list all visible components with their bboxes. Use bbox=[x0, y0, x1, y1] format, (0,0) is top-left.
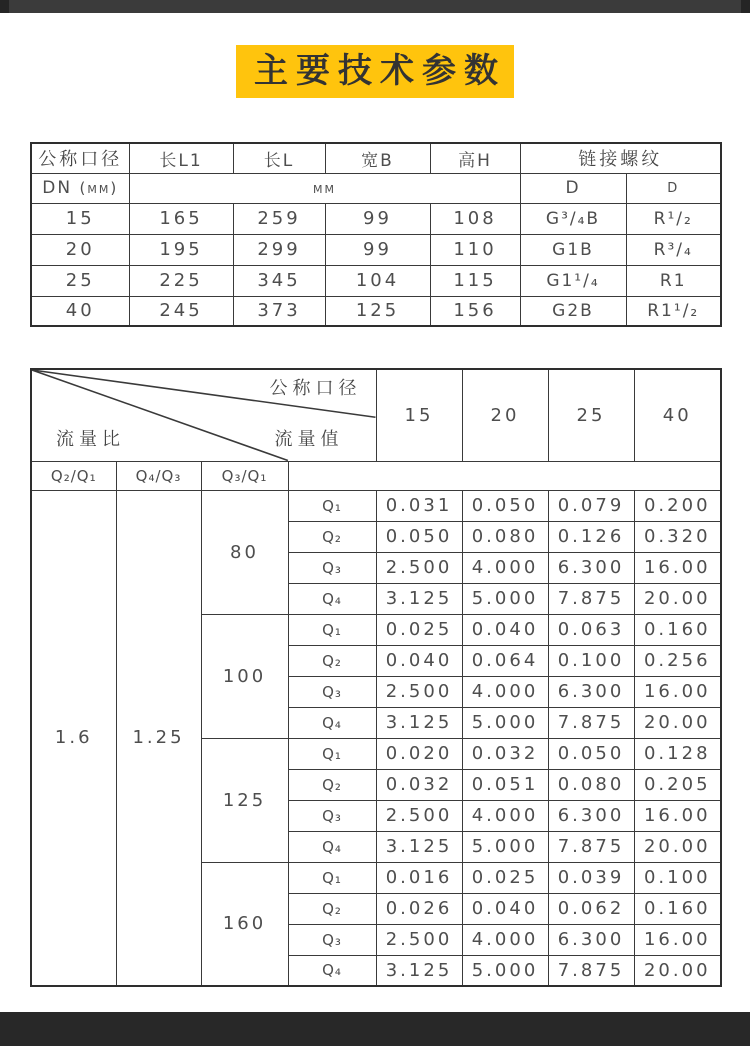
t1-cell-thread-r: R1¹/₂ bbox=[626, 296, 721, 326]
t2-value: 20.00 bbox=[634, 831, 721, 862]
t2-ratio-header-q2q1: Q₂/Q₁ bbox=[31, 461, 116, 490]
t1-cell-thread-g: G³/₄B bbox=[520, 203, 626, 234]
t1-cell: 373 bbox=[233, 296, 325, 326]
t1-cell: 345 bbox=[233, 265, 325, 296]
t1-cell: 99 bbox=[325, 234, 430, 265]
t2-value: 0.062 bbox=[548, 893, 634, 924]
t2-value: 0.079 bbox=[548, 490, 634, 521]
t2-q-label: Q₁ bbox=[288, 738, 376, 769]
t2-value: 0.064 bbox=[462, 645, 548, 676]
t2-value: 0.032 bbox=[376, 769, 462, 800]
t2-group-160: 160 bbox=[201, 862, 288, 986]
t2-group-80: 80 bbox=[201, 490, 288, 614]
dimensions-table bbox=[30, 142, 722, 327]
t2-value: 0.100 bbox=[548, 645, 634, 676]
t2-header-dn20: 20 bbox=[462, 369, 548, 461]
t1-cell: 99 bbox=[325, 203, 430, 234]
t2-q-label: Q₂ bbox=[288, 521, 376, 552]
t2-value: 2.500 bbox=[376, 800, 462, 831]
t1-header-height-h: 高H bbox=[430, 143, 520, 173]
t2-q-label: Q₁ bbox=[288, 862, 376, 893]
t2-q-label: Q₂ bbox=[288, 645, 376, 676]
t2-q-label: Q₃ bbox=[288, 924, 376, 955]
t2-corner-label-flow-ratio: 流量比 bbox=[56, 428, 125, 450]
t2-value: 0.032 bbox=[462, 738, 548, 769]
t2-value: 0.050 bbox=[462, 490, 548, 521]
t2-header-dn40: 40 bbox=[634, 369, 721, 461]
t2-value: 2.500 bbox=[376, 552, 462, 583]
t2-header-dn15: 15 bbox=[376, 369, 462, 461]
t2-ratio-q4q3-value: 1.25 bbox=[116, 490, 201, 986]
t1-header-width-b: 宽B bbox=[325, 143, 430, 173]
t1-header-length-l1: 长L1 bbox=[129, 143, 233, 173]
page-title: 主要技术参数 bbox=[236, 45, 514, 98]
t2-value: 0.080 bbox=[548, 769, 634, 800]
t2-value: 6.300 bbox=[548, 552, 634, 583]
t2-value: 0.025 bbox=[376, 614, 462, 645]
t1-cell: 125 bbox=[325, 296, 430, 326]
t2-value: 4.000 bbox=[462, 676, 548, 707]
t1-cell: 104 bbox=[325, 265, 430, 296]
t2-q-label: Q₁ bbox=[288, 614, 376, 645]
t2-empty-spacer-cell bbox=[288, 461, 721, 490]
t2-value: 16.00 bbox=[634, 676, 721, 707]
t1-cell: 20 bbox=[31, 234, 129, 265]
t2-q-label: Q₄ bbox=[288, 583, 376, 614]
t2-q-label: Q₄ bbox=[288, 831, 376, 862]
t1-cell: 165 bbox=[129, 203, 233, 234]
t1-cell: 115 bbox=[430, 265, 520, 296]
t2-value: 0.031 bbox=[376, 490, 462, 521]
t2-value: 0.020 bbox=[376, 738, 462, 769]
t1-subheader-dn: DN (mm) bbox=[31, 173, 129, 203]
t1-subheader-d-inner: D bbox=[626, 173, 721, 203]
t2-group-100: 100 bbox=[201, 614, 288, 738]
t2-value: 3.125 bbox=[376, 955, 462, 986]
t2-header-dn25: 25 bbox=[548, 369, 634, 461]
t1-cell: 15 bbox=[31, 203, 129, 234]
t2-value: 6.300 bbox=[548, 676, 634, 707]
t2-value: 7.875 bbox=[548, 583, 634, 614]
t2-value: 5.000 bbox=[462, 831, 548, 862]
t1-cell-thread-g: G1¹/₄ bbox=[520, 265, 626, 296]
t2-value: 5.000 bbox=[462, 707, 548, 738]
t1-cell-thread-g: G1B bbox=[520, 234, 626, 265]
t2-value: 0.160 bbox=[634, 614, 721, 645]
t2-value: 0.320 bbox=[634, 521, 721, 552]
t2-group-125: 125 bbox=[201, 738, 288, 862]
t1-header-length-l: 长L bbox=[233, 143, 325, 173]
t2-value: 0.200 bbox=[634, 490, 721, 521]
t2-q-label: Q₃ bbox=[288, 800, 376, 831]
t2-value: 0.025 bbox=[462, 862, 548, 893]
top-strip-left-corner bbox=[0, 0, 9, 13]
t1-cell-thread-r: R¹/₂ bbox=[626, 203, 721, 234]
t1-cell: 225 bbox=[129, 265, 233, 296]
t2-value: 0.126 bbox=[548, 521, 634, 552]
t2-value: 0.063 bbox=[548, 614, 634, 645]
t2-value: 16.00 bbox=[634, 800, 721, 831]
t2-ratio-header-q3q1: Q₃/Q₁ bbox=[201, 461, 288, 490]
t2-value: 5.000 bbox=[462, 955, 548, 986]
t2-value: 6.300 bbox=[548, 800, 634, 831]
top-strip-right-corner bbox=[741, 0, 750, 13]
t2-value: 20.00 bbox=[634, 583, 721, 614]
top-dark-strip bbox=[0, 0, 750, 13]
t2-value: 0.160 bbox=[634, 893, 721, 924]
t2-value: 20.00 bbox=[634, 707, 721, 738]
t2-value: 0.050 bbox=[376, 521, 462, 552]
t2-q-label: Q₁ bbox=[288, 490, 376, 521]
t1-cell: 40 bbox=[31, 296, 129, 326]
bottom-dark-strip bbox=[0, 1012, 750, 1046]
t2-value: 3.125 bbox=[376, 831, 462, 862]
t2-value: 16.00 bbox=[634, 552, 721, 583]
t1-cell-thread-r: R³/₄ bbox=[626, 234, 721, 265]
t1-header-nominal-diameter: 公称口径 bbox=[31, 143, 129, 173]
t2-ratio-q2q1-value: 1.6 bbox=[31, 490, 116, 986]
t2-value: 0.040 bbox=[462, 893, 548, 924]
t2-value: 7.875 bbox=[548, 831, 634, 862]
t2-value: 6.300 bbox=[548, 924, 634, 955]
t2-value: 0.128 bbox=[634, 738, 721, 769]
t1-cell: 299 bbox=[233, 234, 325, 265]
t2-q-label: Q₄ bbox=[288, 955, 376, 986]
t2-value: 2.500 bbox=[376, 924, 462, 955]
t2-value: 7.875 bbox=[548, 707, 634, 738]
t2-q-label: Q₂ bbox=[288, 893, 376, 924]
t2-value: 16.00 bbox=[634, 924, 721, 955]
t2-value: 0.205 bbox=[634, 769, 721, 800]
t2-value: 2.500 bbox=[376, 676, 462, 707]
t2-value: 0.051 bbox=[462, 769, 548, 800]
t2-value: 0.040 bbox=[462, 614, 548, 645]
t2-value: 4.000 bbox=[462, 924, 548, 955]
t2-corner-label-diameter: 公称口径 bbox=[269, 378, 362, 399]
t2-value: 4.000 bbox=[462, 552, 548, 583]
t2-q-label: Q₂ bbox=[288, 769, 376, 800]
t1-cell: 195 bbox=[129, 234, 233, 265]
t2-value: 0.040 bbox=[376, 645, 462, 676]
t1-cell: 156 bbox=[430, 296, 520, 326]
t1-cell-thread-r: R1 bbox=[626, 265, 721, 296]
t2-value: 20.00 bbox=[634, 955, 721, 986]
t1-cell-thread-g: G2B bbox=[520, 296, 626, 326]
t2-value: 4.000 bbox=[462, 800, 548, 831]
t2-corner-label-flow-value: 流量值 bbox=[274, 428, 344, 450]
t2-value: 0.016 bbox=[376, 862, 462, 893]
t2-value: 0.256 bbox=[634, 645, 721, 676]
t2-q-label: Q₃ bbox=[288, 676, 376, 707]
t2-ratio-header-q4q3: Q₄/Q₃ bbox=[116, 461, 201, 490]
t2-value: 0.080 bbox=[462, 521, 548, 552]
t1-cell: 259 bbox=[233, 203, 325, 234]
t1-header-thread: 链接螺纹 bbox=[520, 143, 721, 173]
t2-value: 7.875 bbox=[548, 955, 634, 986]
t1-subheader-mm: mm bbox=[129, 173, 520, 203]
t1-cell: 25 bbox=[31, 265, 129, 296]
t2-value: 3.125 bbox=[376, 583, 462, 614]
t1-cell: 108 bbox=[430, 203, 520, 234]
t2-q-label: Q₄ bbox=[288, 707, 376, 738]
t2-q-label: Q₃ bbox=[288, 552, 376, 583]
t2-value: 0.026 bbox=[376, 893, 462, 924]
t2-corner-cell bbox=[31, 369, 376, 461]
t2-value: 3.125 bbox=[376, 707, 462, 738]
t2-value: 0.050 bbox=[548, 738, 634, 769]
t2-value: 0.100 bbox=[634, 862, 721, 893]
t1-cell: 245 bbox=[129, 296, 233, 326]
flow-table bbox=[30, 368, 722, 987]
t1-subheader-d-outer: D bbox=[520, 173, 626, 203]
t1-cell: 110 bbox=[430, 234, 520, 265]
t2-value: 5.000 bbox=[462, 583, 548, 614]
t2-value: 0.039 bbox=[548, 862, 634, 893]
